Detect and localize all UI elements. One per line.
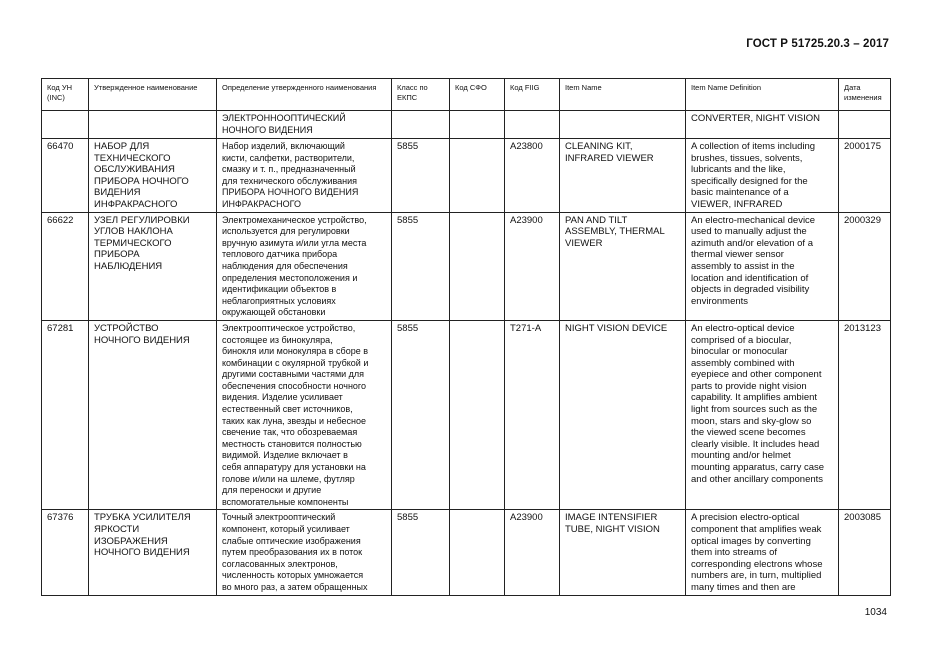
cell-sfo (450, 510, 505, 595)
column-header-fiig: Код FIIG (505, 79, 560, 111)
column-header-definition-ru: Определение утвержденного наименования (217, 79, 392, 111)
cell-date: 2000329 (839, 212, 891, 320)
cell-fiig: T271-A (505, 320, 560, 510)
cell-date: 2003085 (839, 510, 891, 595)
page-number: 1034 (864, 607, 887, 618)
cell-name-ru: УСТРОЙСТВО НОЧНОГО ВИДЕНИЯ (89, 320, 217, 510)
cell-class: 5855 (392, 139, 450, 213)
continuation-definition-en: CONVERTER, NIGHT VISION (686, 111, 839, 139)
cell-class: 5855 (392, 320, 450, 510)
cell-definition-ru: Точный электрооптический компонент, который усиливает слабые оптические изображения путем преобразования их в поток согласованных электронов, численность которых умножается во много раз, а затем обращенных (217, 510, 392, 595)
table-row (42, 510, 891, 595)
cell-item-definition: A collection of items including brushes, tissues, solvents, lubricants and the like, specifically designed for the basic maintenance of a VIEWER, INFRARED (686, 139, 839, 213)
cell-date: 2000175 (839, 139, 891, 213)
cell-class: 5855 (392, 510, 450, 595)
column-header-item-name: Item Name (560, 79, 686, 111)
column-header-item-definition: Item Name Definition (686, 79, 839, 111)
cell-item-name: PAN AND TILT ASSEMBLY, THERMAL VIEWER (560, 212, 686, 320)
cell-item-definition: An electro-optical device comprised of a biocular, binocular or monocular assembly combined with eyepiece and other component parts to provide night vision capability. It amplifies ambient light from sources such as the moon, stars and sky-glow so the viewed scene becomes clearly visible. It includes head mounting and/or helmet mounting apparatus, carry case and other ancillary components (686, 320, 839, 510)
table-row (42, 212, 891, 320)
cell-name-ru: УЗЕЛ РЕГУЛИРОВКИ УГЛОВ НАКЛОНА ТЕРМИЧЕСКОГО ПРИБОРА НАБЛЮДЕНИЯ (89, 212, 217, 320)
cell-inc: 67376 (42, 510, 89, 595)
table-header-row (42, 79, 891, 111)
cell-item-definition: A precision electro-optical component that amplifies weak optical images by converting them into streams of corresponding electrons whose numbers are, in turn, multiplied many times and then are (686, 510, 839, 595)
cell-fiig: A23900 (505, 510, 560, 595)
continuation-row (42, 111, 891, 139)
cell-sfo (450, 139, 505, 213)
column-header-class: Класс по ЕКПС (392, 79, 450, 111)
cell-fiig: A23900 (505, 212, 560, 320)
cell-date: 2013123 (839, 320, 891, 510)
cell-definition-ru: Набор изделий, включающий кисти, салфетки, растворители, смазку и т. п., предназначенный для технического обслуживания ПРИБОРА НОЧНОГО ВИДЕНИЯ ИНФРАКРАСНОГО (217, 139, 392, 213)
cell-fiig: A23800 (505, 139, 560, 213)
cell-item-definition: An electro-mechanical device used to manually adjust the azimuth and/or elevation of a thermal viewer sensor assembly to assist in the location and identification of objects in degraded visibility environments (686, 212, 839, 320)
document-title: ГОСТ Р 51725.20.3 – 2017 (746, 38, 889, 50)
cell-sfo (450, 320, 505, 510)
column-header-date: Дата изменения (839, 79, 891, 111)
cell-inc: 66622 (42, 212, 89, 320)
cell-item-name: CLEANING KIT, INFRARED VIEWER (560, 139, 686, 213)
cell-inc: 67281 (42, 320, 89, 510)
cell-item-name: IMAGE INTENSIFIER TUBE, NIGHT VISION (560, 510, 686, 595)
cell-class: 5855 (392, 212, 450, 320)
table-row (42, 320, 891, 510)
column-header-sfo: Код СФО (450, 79, 505, 111)
cell-item-name: NIGHT VISION DEVICE (560, 320, 686, 510)
table-row (42, 139, 891, 213)
column-header-inc: Код УН (INC) (42, 79, 89, 111)
column-header-name-ru: Утвержденное наименование (89, 79, 217, 111)
cell-definition-ru: Электромеханическое устройство, используется для регулировки вручную азимута и/или угла места теплового датчика прибора наблюдения для обеспечения определения местоположения и идентификации объектов в неблагоприятных условиях окружающей обстановки (217, 212, 392, 320)
cell-definition-ru: Электрооптическое устройство, состоящее из бинокуляра, бинокля или монокуляра в сборе в комбинации с окулярной трубкой и другими составными частями для обеспечения способности ночного видения. Изделие усиливает естественный свет источников, таких как луна, звезды и небесное свечение так, что обозреваемая местность становится полностью видимой. Изделие включает в себя аппаратуру для установки на голове и/или на шлеме, футляр для переноски и другие вспомогательные компоненты (217, 320, 392, 510)
cell-inc: 66470 (42, 139, 89, 213)
cell-name-ru: ТРУБКА УСИЛИТЕЛЯ ЯРКОСТИ ИЗОБРАЖЕНИЯ НОЧНОГО ВИДЕНИЯ (89, 510, 217, 595)
items-table (41, 78, 891, 596)
cell-name-ru: НАБОР ДЛЯ ТЕХНИЧЕСКОГО ОБСЛУЖИВАНИЯ ПРИБОРА НОЧНОГО ВИДЕНИЯ ИНФРАКРАСНОГО (89, 139, 217, 213)
continuation-definition-ru: ЭЛЕКТРОННООПТИЧЕСКИЙ НОЧНОГО ВИДЕНИЯ (217, 111, 392, 139)
cell-sfo (450, 212, 505, 320)
